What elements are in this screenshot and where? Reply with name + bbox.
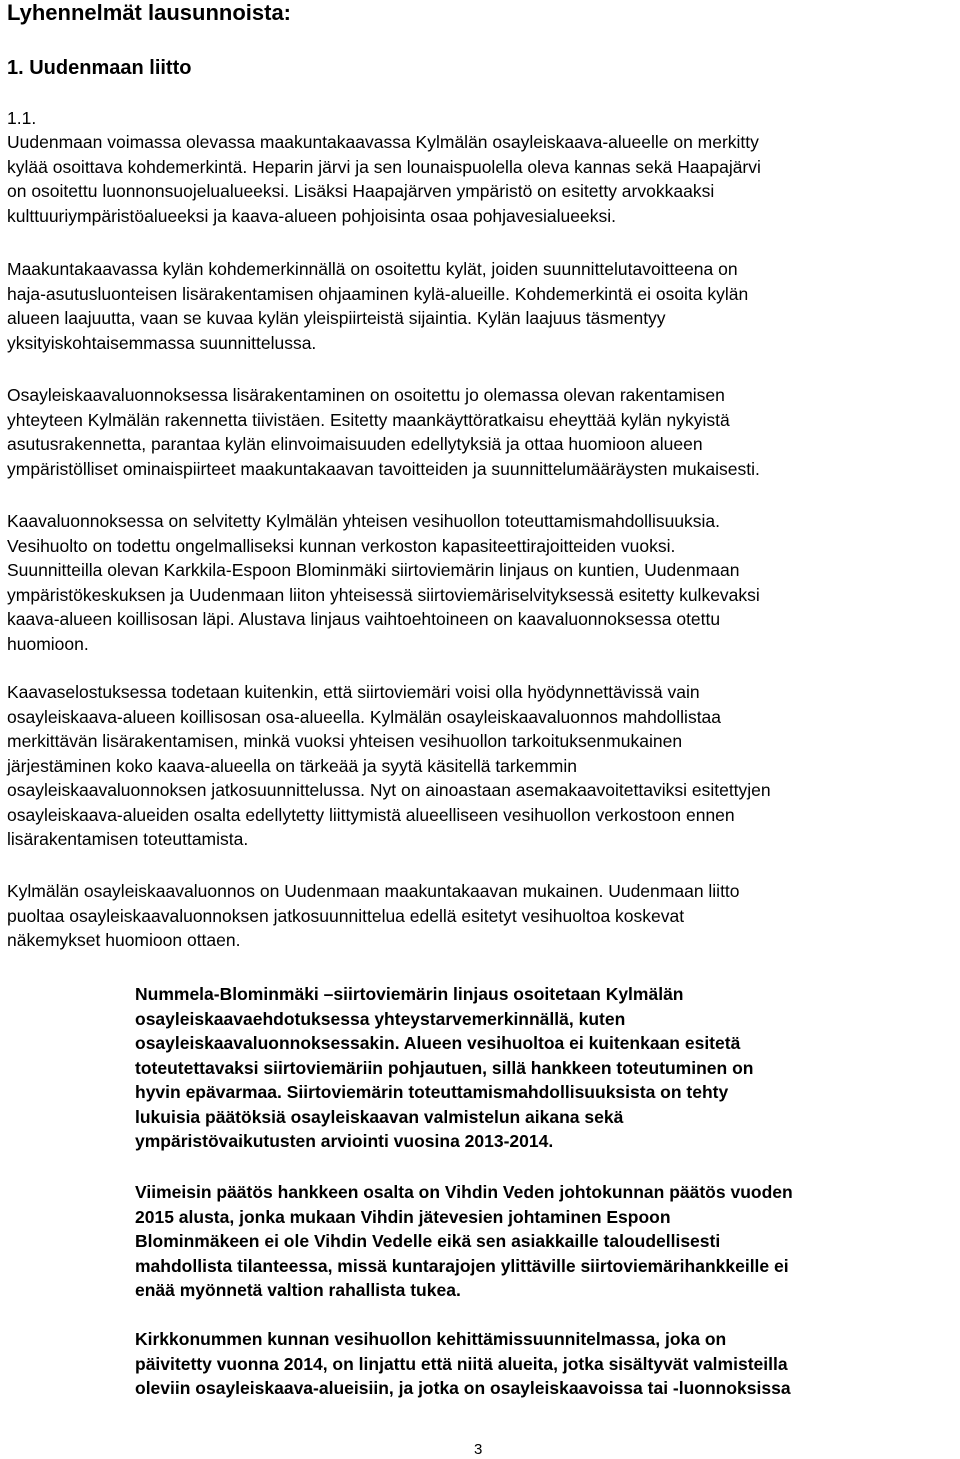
statement-paragraph [7,879,740,953]
text-line: merkittävän lisärakentamisen, minkä vuoksi yhteisen vesihuollon tarkoituksenmukainen [7,731,683,751]
text-line: toteutettavaksi siirtoviemäriin pohjautuen, sillä hankkeen toteutuminen on [135,1057,754,1078]
text-line: yksityiskohtaisemmassa suunnittelussa. [7,332,317,353]
response-paragraph [135,1327,791,1401]
text-line: haja-asutusluonteisen lisärakentamisen ohjaaminen kylä-alueille. Kohdemerkintä ei osoita kylän [7,283,749,304]
text-line: osayleiskaavaluonnoksen jatkosuunnittelussa. Nyt on ainoastaan asemakaavoitettaviksi esitettyjen [7,780,771,800]
text-line: kaava-alueen koillisosan läpi. Alustava linjaus vaihtoehtoineen on kaavaluonnoksessa otettu [7,609,721,629]
text-line: osayleiskaavaluonnoksessakin. Alueen vesihuoltoa ei kuitenkaan esitetä [135,1033,741,1053]
text-line: näkemykset huomioon ottaen. [7,930,241,950]
statement-paragraph [7,257,748,355]
text-line: Blominmäkeen ei ole Vihdin Vedelle eikä sen asiakkaille taloudellisesti [135,1231,721,1251]
text-line: lukuisia päätöksiä osayleiskaavan valmistelun aikana sekä [135,1106,624,1127]
statement-paragraph [7,383,760,481]
text-line: asutusrakennetta, parantaa kylän elinvoimaisuuden edellytyksiä ja ottaa huomioon alueen [7,434,703,454]
text-line: 2015 alusta, jonka mukaan Vihdin jätevesien johtaminen Espoon [135,1206,671,1227]
text-line: kylää osoittava kohdemerkintä. Heparin järvi ja sen lounaispuolella oleva kannas sekä Haapajärvi [7,156,761,177]
text-line: Kirkkonummen kunnan vesihuollon kehittämissuunnitelmassa, joka on [135,1329,727,1349]
text-line: Kaavaselostuksessa todetaan kuitenkin, että siirtoviemäri voisi olla hyödynnettävissä vain [7,682,700,702]
statement-paragraph [7,509,760,656]
text-line: kulttuuriympäristöalueeksi ja kaava-alueen pohjoisinta osaa pohjavesialueeksi. [7,205,616,226]
text-line: alueen laajuutta, vaan se kuvaa kylän yleispiirteistä sijaintia. Kylän laajuus täsmentyy [7,308,666,328]
text-line: lisärakentamisen toteuttamista. [7,829,249,849]
text-line: ympäristölliset ominaispiirteet maakuntakaavan tavoitteiden ja suunnittelumääräysten mukaisesti. [7,458,760,479]
text-line: Suunnitteilla olevan Karkkila-Espoon Blominmäki siirtoviemärin linjaus on kuntien, Uudenmaan [7,560,740,580]
text-line: osayleiskaava-alueiden osalta edellytetty liittymistä alueelliseen vesihuollon verkostoon ennen [7,804,735,825]
text-line: yhteyteen Kylmälän rakennetta tiivistäen. Esitetty maankäyttöratkaisu eheyttää kylän nykyistä [7,409,730,430]
text-line: Viimeisin päätös hankkeen osalta on Vihdin Veden johtokunnan päätös vuoden [135,1182,793,1202]
document-title: Lyhennelmät lausunnoista: [7,0,292,25]
subsection-number: 1.1. [7,108,37,128]
text-line: ympäristövaikutusten arviointi vuosina 2013-2014. [135,1131,554,1151]
text-line: Vesihuolto on todettu ongelmalliseksi kunnan verkoston kapasiteettirajoitteiden vuoksi. [7,535,676,556]
text-line: osayleiskaavaehdotuksessa yhteystarvemerkinnällä, kuten [135,1008,626,1029]
text-line: puoltaa osayleiskaavaluonnoksen jatkosuunnittelua edellä esitetyt vesihuoltoa koskevat [7,905,685,926]
response-paragraph [135,1180,793,1303]
text-line: Kylmälän osayleiskaavaluonnos on Uudenmaan maakuntakaavan mukainen. Uudenmaan liitto [7,881,740,901]
text-line: järjestäminen koko kaava-alueella on tärkeää ja syytä käsitellä tarkemmin [7,755,577,776]
text-line: Uudenmaan voimassa olevassa maakuntakaavassa Kylmälän osayleiskaava-alueelle on merkitty [7,132,759,152]
statement-paragraph [7,130,761,228]
section-title: 1. Uudenmaan liitto [7,57,192,79]
text-line: Nummela-Blominmäki –siirtoviemärin linjaus osoitetaan Kylmälän [135,984,684,1004]
statement-paragraph [7,680,771,852]
text-line: päivitetty vuonna 2014, on linjattu että niitä alueita, jotka sisältyvät valmisteilla [135,1353,788,1374]
text-line: Osayleiskaavaluonnoksessa lisärakentaminen on osoitettu jo olemassa olevan rakentamisen [7,385,725,405]
text-line: on osoitettu luonnonsuojelualueeksi. Lisäksi Haapajärven ympäristö on esitetty arvokkaaksi [7,181,715,201]
page-number: 3 [474,1441,483,1458]
text-line: oleviin osayleiskaava-alueisiin, ja jotka on osayleiskaavoissa tai -luonnoksissa [135,1378,791,1398]
text-line: ympäristökeskuksen ja Uudenmaan liiton yhteisessä siirtoviemäriselvityksessä esitetty kulkevaksi [7,584,760,605]
text-line: mahdollista tilanteessa, missä kuntarajojen ylittäville siirtoviemärihankkeille ei [135,1255,789,1276]
response-paragraph [135,982,753,1154]
text-line: osayleiskaava-alueen koillisosan osa-alueella. Kylmälän osayleiskaavaluonnos mahdollistaa [7,706,722,727]
text-line: huomioon. [7,633,89,654]
text-line: enää myönnetä valtion rahallista tukea. [135,1280,461,1300]
text-line: hyvin epävarmaa. Siirtoviemärin toteuttamismahdollisuuksista on tehty [135,1082,729,1102]
text-line: Kaavaluonnoksessa on selvitetty Kylmälän yhteisen vesihuollon toteuttamismahdollisuuksia. [7,511,721,531]
text-line: Maakuntakaavassa kylän kohdemerkinnällä on osoitettu kylät, joiden suunnittelutavoitteena on [7,259,738,279]
